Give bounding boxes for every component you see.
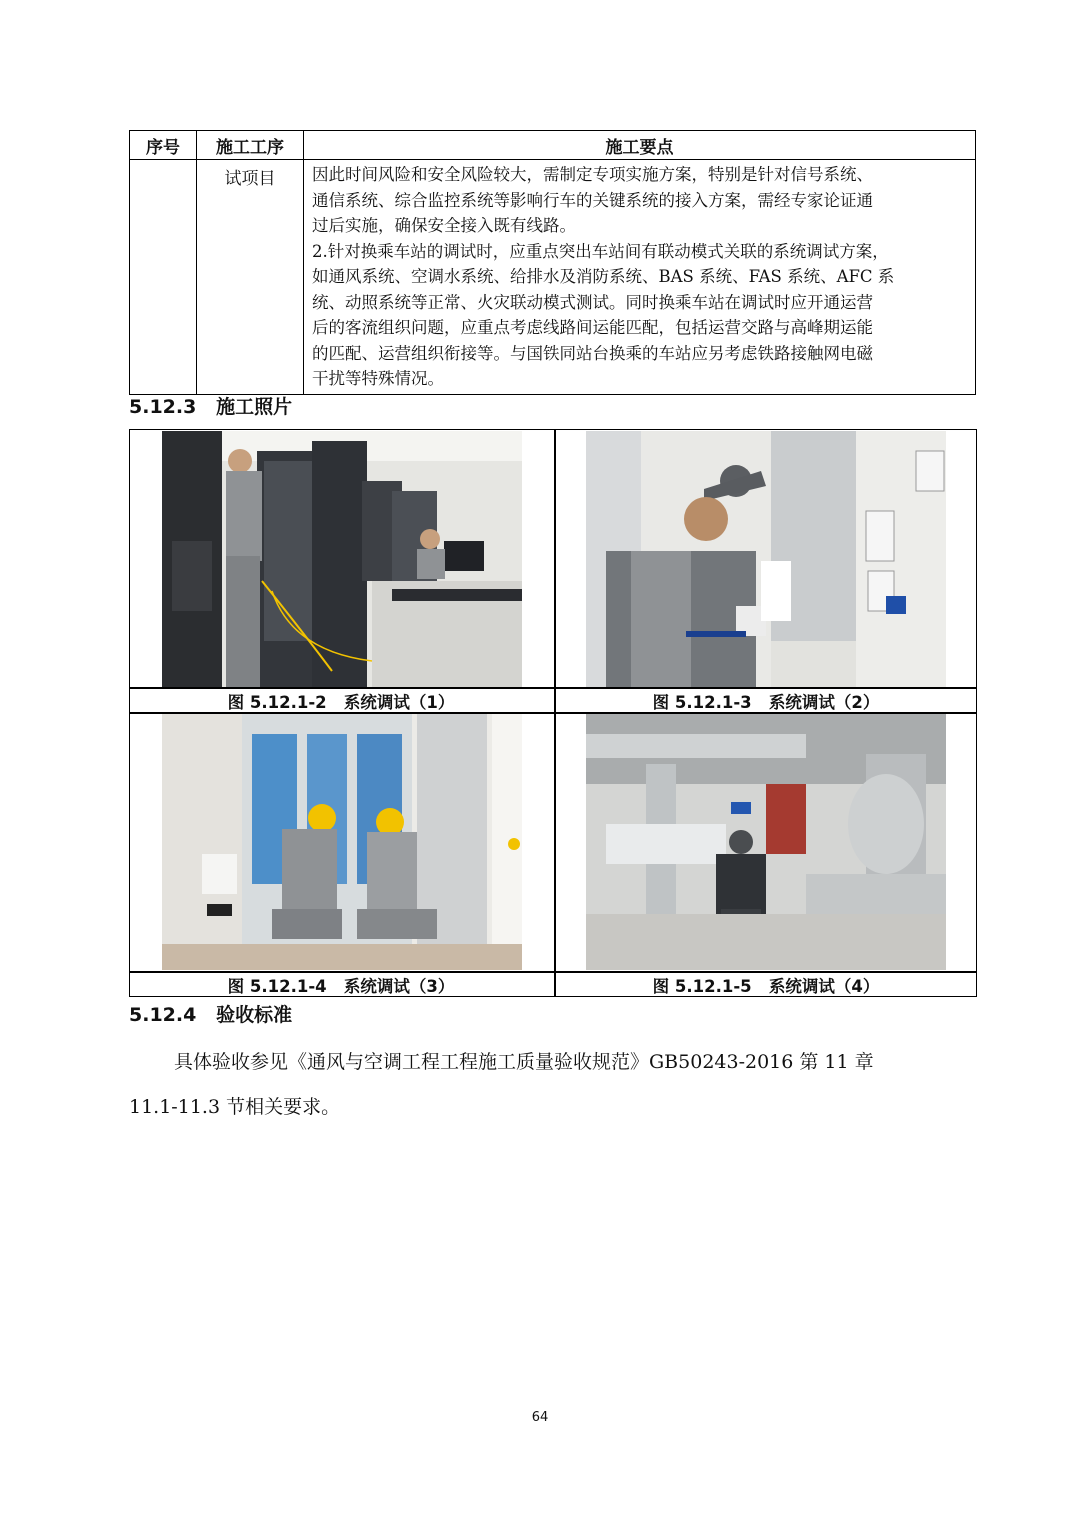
acceptance-text-line2: 11.1-11.3 节相关要求。 (129, 1096, 341, 1118)
photo-caption: 图 5.12.1-4 系统调试（3） (227, 977, 455, 996)
page-number: 64 (531, 1410, 549, 1425)
section-heading-acceptance: 5.12.4 验收标准 (129, 1004, 293, 1026)
points-line: 因此时间风险和安全风险较大，需制定专项实施方案，特别是针对信号系统、 (312, 165, 873, 184)
photo-system-debug-3 (162, 714, 522, 970)
photo-system-debug-4 (586, 714, 946, 970)
points-line: 通信系统、综合监控系统等影响行车的关键系统的接入方案，需经专家论证通 (312, 190, 873, 210)
section-heading-photos: 5.12.3 施工照片 (129, 396, 293, 418)
table-header-row (130, 131, 976, 160)
photo-caption: 图 5.12.1-2 系统调试（1） (227, 693, 455, 712)
acceptance-text-line1: 具体验收参见《通风与空调工程工程施工质量验收规范》GB50243-2016 第 11 章 (174, 1051, 874, 1073)
points-line: 后的客流组织问题，应重点考虑线路间运能匹配，包括运营交路与高峰期运能 (312, 318, 873, 337)
points-line: 如通风系统、空调水系统、给排水及消防系统、BAS 系统、FAS 系统、AFC 系 (312, 267, 895, 286)
construction-spec-table (129, 130, 976, 395)
points-line: 过后实施，确保安全接入既有线路。 (312, 216, 576, 235)
points-line: 的匹配、运营组织衔接等。与国铁同站台换乘的车站应另考虑铁路接触网电磁 (312, 343, 873, 363)
points-line: 统、动照系统等正常、火灾联动模式测试。同时换乘车站在调试时应开通运营 (312, 292, 873, 312)
table-row (130, 160, 976, 395)
cell-points (304, 160, 976, 395)
points-line: 干扰等特殊情况。 (312, 369, 444, 388)
header-process: 施工工序 (197, 131, 304, 160)
points-line: 2.针对换乘车站的调试时，应重点突出车站间有联动模式关联的系统调试方案， (312, 241, 889, 261)
cell-process: 试项目 (197, 160, 304, 395)
header-points: 施工要点 (304, 131, 976, 160)
photo-system-debug-2 (586, 431, 946, 687)
photo-grid (129, 429, 977, 997)
photo-caption: 图 5.12.1-5 系统调试（4） (652, 977, 880, 996)
header-seq: 序号 (130, 131, 197, 160)
cell-seq (130, 160, 197, 395)
photo-caption: 图 5.12.1-3 系统调试（2） (652, 693, 880, 712)
photo-system-debug-1 (162, 431, 522, 687)
